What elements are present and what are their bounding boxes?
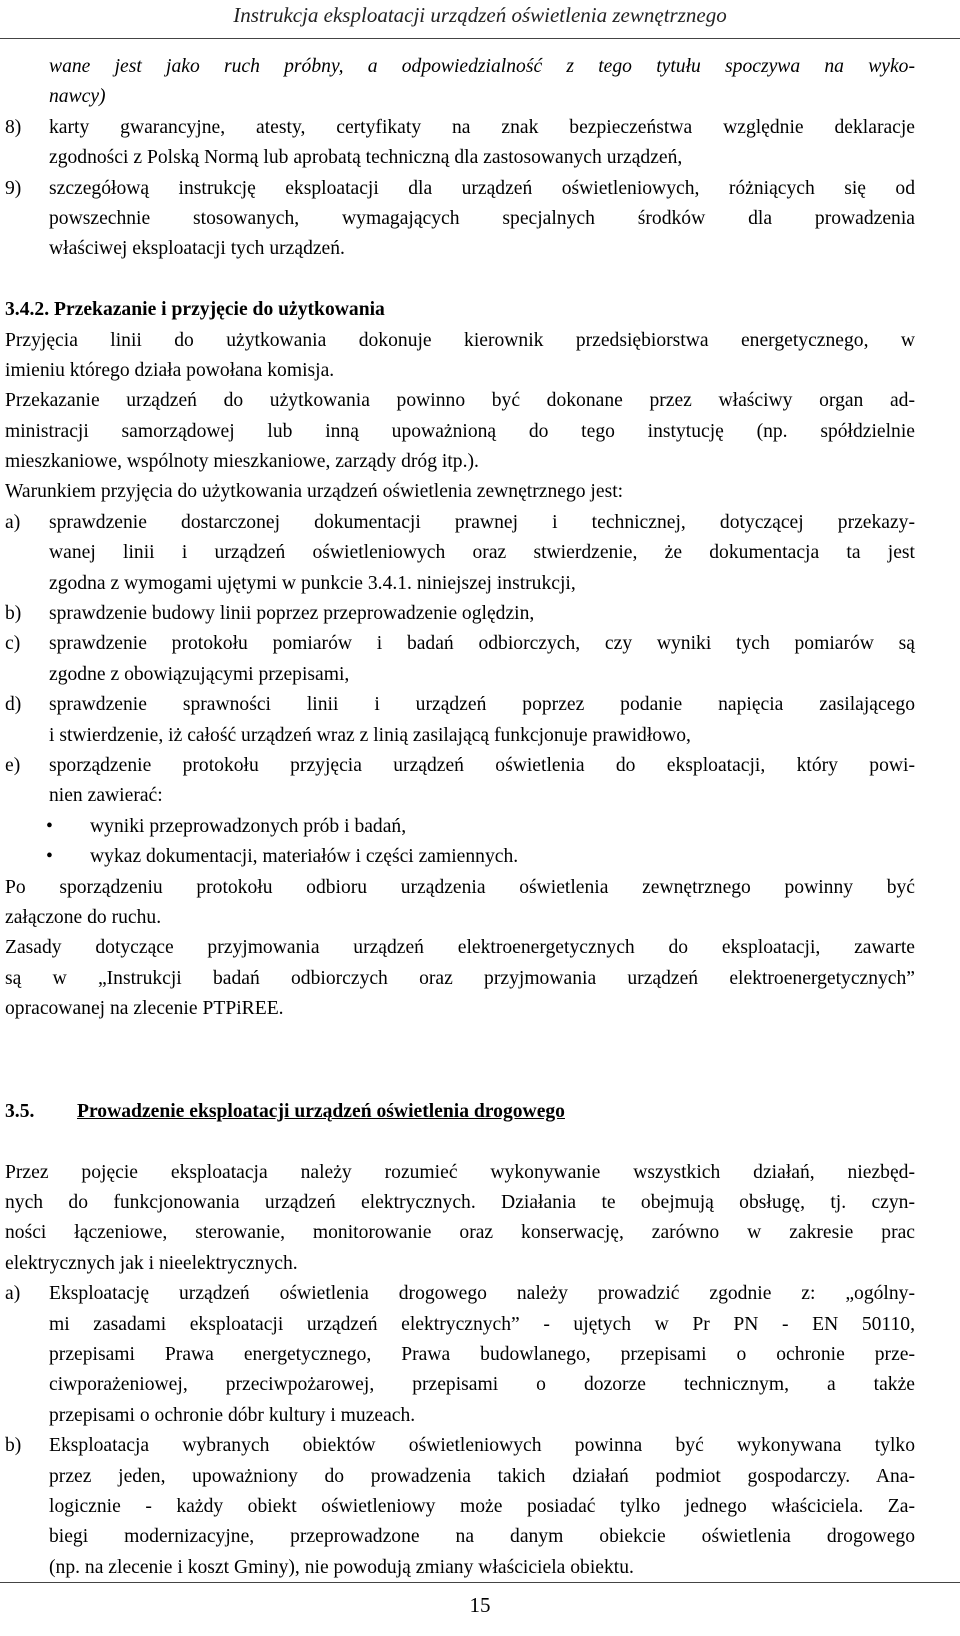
list-item-8 <box>5 113 915 174</box>
text-line: przepisami Prawa energetycznego, Prawa budowlanego, przepisami o ochronie prze- <box>49 1344 915 1366</box>
text-line: imieniu którego działa powołana komisja. <box>5 359 335 381</box>
bullet-text: wykaz dokumentacji, materiałów i części zamiennych. <box>90 846 519 868</box>
text-line: Przekazanie urządzeń do użytkowania powinno być dokonane przez właściwy organ ad- <box>5 390 915 412</box>
page-content <box>5 52 915 1583</box>
paragraph: Warunkiem przyjęcia do użytkowania urządzeń oświetlenia zewnętrznego jest: <box>5 481 624 503</box>
list-marker: c) <box>5 633 21 655</box>
text-line: (np. na zlecenie i koszt Gminy), nie powodują zmiany właściciela obiektu. <box>49 1556 634 1578</box>
page-number: 15 <box>469 1593 491 1617</box>
bullet-text: wyniki przeprowadzonych prób i badań, <box>90 815 407 837</box>
text-line: i stwierdzenie, iż całość urządzeń wraz z linią zasilającą funkcjonuje prawidłowo, <box>49 724 691 746</box>
section-title: Prowadzenie eksploatacji urządzeń oświetlenia drogowego <box>77 1100 565 1122</box>
list-item-d <box>5 690 915 751</box>
text-line: sprawdzenie dostarczonej dokumentacji prawnej i technicznej, dotyczącej przekazy- <box>49 511 915 533</box>
text-line: właściwej eksploatacji tych urządzeń. <box>49 238 345 260</box>
text-line: opracowanej na zlecenie PTPiREE. <box>5 998 284 1020</box>
bullet-list <box>5 812 915 873</box>
bullet-icon: • <box>46 846 53 868</box>
header-divider <box>0 38 960 39</box>
paragraph <box>5 873 915 934</box>
paragraph <box>5 386 915 477</box>
text-line: nych do funkcjonowania urządzeń elektrycznych. Działania te obejmują obsługę, tj. czyn- <box>5 1192 915 1214</box>
list-item-7-continuation <box>5 52 915 113</box>
text-line: wane jest jako ruch próbny, a odpowiedzialność z tego tytułu spoczywa na wyko- <box>49 56 915 77</box>
text-line: mieszkaniowe, wspólnoty mieszkaniowe, zarządy dróg itp.). <box>5 451 479 473</box>
text-line: ności łączeniowe, sterowanie, monitorowanie oraz konserwację, zarówno w zakresie prac <box>5 1222 915 1244</box>
text-line: zgodna z wymogami ujętymi w punkcie 3.4.1. niniejszej instrukcji, <box>49 572 576 594</box>
text-line: zgodności z Polską Normą lub aprobatą techniczną dla zastosowanych urządzeń, <box>49 147 683 169</box>
text-line: mi zasadami eksploatacji urządzeń elektrycznych” - ujętych w Pr PN - EN 50110, <box>49 1313 915 1335</box>
text-line: sporządzenie protokołu przyjęcia urządzeń oświetlenia do eksploatacji, który powi- <box>49 754 915 776</box>
section-number: 3.5. <box>5 1100 35 1122</box>
text-line: są w „Instrukcji badań odbiorczych oraz przyjmowania urządzeń elektroenergetycznych” <box>5 967 915 989</box>
paragraph <box>5 933 915 1024</box>
text-line: nawcy) <box>49 86 106 108</box>
list-marker: b) <box>5 1435 22 1457</box>
list-item-e <box>5 751 915 812</box>
list-item-9 <box>5 174 915 265</box>
list-marker: e) <box>5 754 21 776</box>
text-line: sprawdzenie budowy linii poprzez przeprowadzenie oględzin, <box>49 603 535 625</box>
text-line: ciwporażeniowej, przeciwpożarowej, przepisami o dozorze technicznym, a także <box>49 1374 915 1396</box>
text-line: ministracji samorządowej lub inną upoważnioną do tego instytucję (np. spółdzielnie <box>5 420 915 442</box>
text-line: załączone do ruchu. <box>5 906 162 928</box>
text-line: szczegółową instrukcję eksploatacji dla urządzeń oświetleniowych, różniących się od <box>49 177 915 199</box>
running-header: Instrukcja eksploatacji urządzeń oświetlenia zewnętrznego <box>233 3 727 27</box>
list-item-a <box>5 1279 915 1431</box>
list-marker: 9) <box>5 177 22 199</box>
spacer <box>5 1127 915 1157</box>
bullet-item <box>46 842 915 872</box>
paragraph <box>5 326 915 387</box>
text-line: Eksploatację urządzeń oświetlenia drogowego należy prowadzić zgodnie z: „ogólny- <box>49 1283 915 1305</box>
spacer <box>5 1067 915 1097</box>
text-line: sprawdzenie sprawności linii i urządzeń poprzez podanie napięcia zasilającego <box>49 694 915 716</box>
list-marker: a) <box>5 1283 21 1305</box>
list-item-b <box>5 1431 915 1583</box>
list-marker: d) <box>5 694 22 716</box>
section-heading-3-5 <box>5 1097 915 1127</box>
text-line: przez jeden, upoważniony do prowadzenia takich działań podmiot gospodarczy. Ana- <box>49 1465 915 1487</box>
text-line: Przez pojęcie eksploatacja należy rozumieć wykonywanie wszystkich działań, niezbęd- <box>5 1161 915 1183</box>
bullet-item <box>46 812 915 842</box>
list-marker: b) <box>5 603 22 625</box>
text-line: powszechnie stosowanych, wymagających specjalnych środków dla prowadzenia <box>49 207 915 229</box>
text-line: karty gwarancyjne, atesty, certyfikaty na znak bezpieczeństwa względnie deklaracje <box>49 116 915 138</box>
text-line: Eksploatacja wybranych obiektów oświetleniowych powinna być wykonywana tylko <box>49 1435 915 1457</box>
paragraph <box>5 1158 915 1280</box>
footer-divider <box>0 1582 960 1583</box>
text-line: logicznie - każdy obiekt oświetleniowy może posiadać tylko jednego właściciela. Za- <box>49 1495 915 1517</box>
list-marker: 8) <box>5 116 22 138</box>
text-line: sprawdzenie protokołu pomiarów i badań odbiorczych, czy wyniki tych pomiarów są <box>49 633 915 655</box>
list-item-c <box>5 629 915 690</box>
text-line: Po sporządzeniu protokołu odbioru urządzenia oświetlenia zewnętrznego powinny być <box>5 876 915 898</box>
spacer <box>5 1025 915 1067</box>
section-heading-3-4-2: 3.4.2. Przekazanie i przyjęcie do użytkowania <box>5 299 385 321</box>
bullet-icon: • <box>46 815 53 837</box>
list-item-a <box>5 508 915 599</box>
text-line: nien zawierać: <box>49 785 163 807</box>
list-item-b <box>5 599 915 629</box>
text-line: Przyjęcia linii do użytkowania dokonuje kierownik przedsiębiorstwa energetycznego, w <box>5 329 915 351</box>
spacer <box>5 265 915 295</box>
text-line: przepisami o ochronie dóbr kultury i muzeach. <box>49 1404 416 1426</box>
text-line: elektrycznych jak i nieelektrycznych. <box>5 1252 298 1274</box>
list-marker: a) <box>5 511 21 533</box>
text-line: wanej linii i urządzeń oświetleniowych oraz stwierdzenie, że dokumentacja ta jest <box>49 542 915 564</box>
text-line: biegi modernizacyjne, przeprowadzone na danym obiekcie oświetlenia drogowego <box>49 1526 915 1548</box>
text-line: Zasady dotyczące przyjmowania urządzeń elektroenergetycznych do eksploatacji, zawarte <box>5 937 915 959</box>
text-line: zgodne z obowiązującymi przepisami, <box>49 663 350 685</box>
